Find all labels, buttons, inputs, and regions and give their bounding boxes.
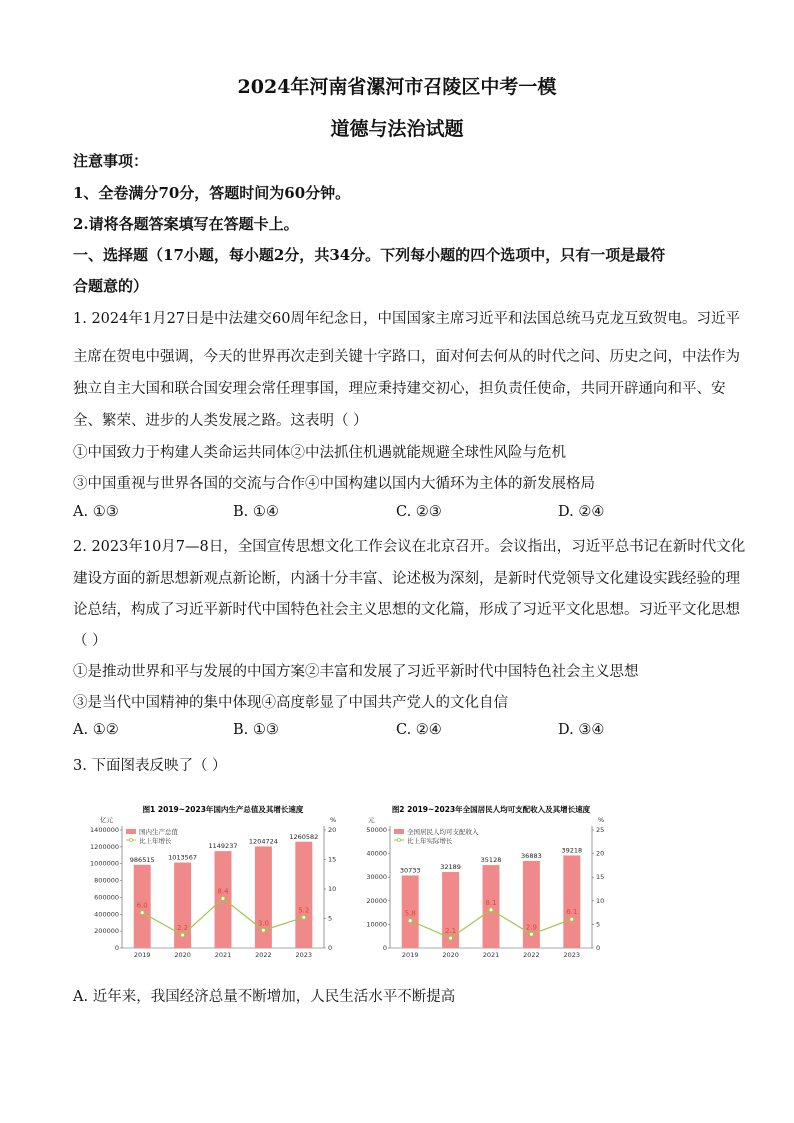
income-legend-line-marker xyxy=(398,839,401,842)
gdp-title: 图1 2019~2023年国内生产总值及其增长速度 xyxy=(142,805,304,814)
income-x-tick-label: 2021 xyxy=(482,951,500,959)
gdp-left-tick-label: 1000000 xyxy=(90,859,119,868)
gdp-legend-line-marker xyxy=(130,839,133,842)
gdp-left-unit: 亿元 xyxy=(100,816,113,824)
income-bar-value-label: 39218 xyxy=(561,846,583,855)
income-left-tick-label: 0 xyxy=(382,944,387,952)
gdp-left-tick-label: 400000 xyxy=(94,910,119,919)
income-left-tick-label: 20000 xyxy=(366,896,387,905)
income-growth-point xyxy=(449,936,453,940)
gdp-right-tick-label: 15 xyxy=(328,855,337,864)
q2-option-b[interactable]: B. ①③ xyxy=(233,722,279,738)
income-title: 图2 2019~2023年全国居民人均可支配收入及其增长速度 xyxy=(391,805,591,814)
gdp-right-tick-label: 10 xyxy=(328,885,337,893)
income-right-tick-label: 0 xyxy=(596,944,601,952)
gdp-growth-point xyxy=(221,896,225,900)
gdp-x-tick-label: 2022 xyxy=(255,951,272,959)
q2-option-d[interactable]: D. ③④ xyxy=(558,722,605,738)
income-growth-label: 5.8 xyxy=(404,909,416,918)
gdp-left-tick-label: 200000 xyxy=(94,927,119,936)
q2-statement-2: ③是当代中国精神的集中体现④高度彰显了中国共产党人的文化自信 xyxy=(73,695,508,711)
income-legend-line-label: 比上年实际增长 xyxy=(407,837,453,845)
income-growth-label: 2.9 xyxy=(525,923,537,932)
income-bar-value-label: 32189 xyxy=(440,863,461,872)
section-heading-line1: 一、选择题（17小题，每小题2分，共34分。下列每小题的四个选项中，只有一项是最符 xyxy=(73,246,666,264)
notice-item-1: 1、全卷满分70分，答题时间为60分钟。 xyxy=(73,184,351,202)
income-left-tick-label: 50000 xyxy=(366,826,387,834)
gdp-growth-point xyxy=(302,915,306,919)
gdp-left-tick-label: 1400000 xyxy=(90,826,119,834)
gdp-growth-point xyxy=(261,928,265,932)
gdp-left-tick-label: 0 xyxy=(114,944,119,952)
income-x-tick-label: 2022 xyxy=(523,951,540,959)
gdp-left-tick-label: 1200000 xyxy=(90,842,119,851)
income-bar-value-label: 35128 xyxy=(480,856,502,865)
q1-option-a[interactable]: A. ①③ xyxy=(73,504,119,520)
income-left-unit: 元 xyxy=(368,816,375,824)
income-legend-bar-label: 全国居民人均可支配收入 xyxy=(407,828,479,836)
q1-option-d[interactable]: D. ②④ xyxy=(558,504,605,520)
gdp-growth-point xyxy=(140,911,144,915)
q2-stem-line3: 论总结，构成了习近平新时代中国特色社会主义思想的文化篇，形成了习近平文化思想。习近平文化思想 xyxy=(73,602,740,618)
income-legend-bar-swatch xyxy=(394,829,404,834)
gdp-x-tick-label: 2019 xyxy=(133,951,151,959)
q1-stem-line1: 1. 2024年1月27日是中法建交60周年纪念日，中国国家主席习近平和法国总统马克龙互致贺电。习近平 xyxy=(73,311,740,327)
income-bar xyxy=(563,855,580,948)
q1-statement-1: ①中国致力于构建人类命运共同体②中法抓住机遇就能规避全球性风险与危机 xyxy=(73,445,566,461)
gdp-legend-bar-label: 国内生产总值 xyxy=(139,828,178,836)
income-growth-label: 2.1 xyxy=(445,927,457,936)
q1-option-c[interactable]: C. ②③ xyxy=(396,504,442,520)
q2-stem-line1: 2. 2023年10月7—8日，全国宣传思想文化工作会议在北京召开。会议指出，习近平总书记在新时代文化 xyxy=(73,539,746,555)
gdp-x-tick-label: 2020 xyxy=(174,951,191,959)
notice-heading: 注意事项： xyxy=(73,152,149,170)
income-growth-point xyxy=(489,908,493,912)
gdp-growth-label: 2.2 xyxy=(177,924,189,933)
income-growth-label: 8.1 xyxy=(485,898,497,907)
gdp-growth-label: 8.4 xyxy=(217,887,229,896)
gdp-x-tick-label: 2023 xyxy=(295,951,313,959)
income-growth-point xyxy=(529,932,533,936)
income-right-tick-label: 20 xyxy=(596,849,605,858)
income-right-tick-label: 10 xyxy=(596,896,605,905)
gdp-growth-label: 6.0 xyxy=(136,901,148,910)
q3-stem: 3. 下面图表反映了（ ） xyxy=(73,758,227,774)
income-growth-label: 6.1 xyxy=(566,908,578,917)
gdp-bar-value-label: 1013567 xyxy=(168,853,198,862)
income-chart xyxy=(352,800,618,966)
gdp-bar-value-label: 1204724 xyxy=(248,837,278,846)
q2-option-c[interactable]: C. ②④ xyxy=(396,722,442,738)
income-right-tick-label: 5 xyxy=(596,920,601,929)
gdp-right-tick-label: 0 xyxy=(328,944,333,952)
q1-stem-line3: 独立自主大国和联合国安理会常任理事国，理应秉持建交初心，担负责任使命，共同开辟通向和平、安 xyxy=(73,381,726,397)
q2-option-a[interactable]: A. ①② xyxy=(73,722,119,738)
income-right-tick-label: 15 xyxy=(596,873,605,882)
gdp-growth-label: 3.0 xyxy=(257,919,269,928)
gdp-bar-value-label: 986515 xyxy=(129,855,155,864)
gdp-growth-label: 5.2 xyxy=(298,906,310,915)
income-right-unit: % xyxy=(598,816,605,824)
section-heading-line2: 合题意的） xyxy=(73,277,149,295)
exam-subject: 道德与法治试题 xyxy=(330,118,464,140)
q1-statement-2: ③中国重视与世界各国的交流与合作④中国构建以国内大循环为主体的新发展格局 xyxy=(73,476,595,492)
income-left-tick-label: 40000 xyxy=(366,849,387,858)
gdp-left-tick-label: 600000 xyxy=(94,893,119,902)
gdp-bar-value-label: 1149237 xyxy=(208,842,238,851)
gdp-right-unit: % xyxy=(330,816,337,824)
gdp-right-tick-label: 20 xyxy=(328,826,337,834)
q2-stem-line4: （ ） xyxy=(73,633,107,649)
income-bar-value-label: 30733 xyxy=(399,866,421,875)
income-bar-value-label: 36883 xyxy=(521,851,542,860)
income-left-tick-label: 30000 xyxy=(366,873,387,882)
gdp-x-tick-label: 2021 xyxy=(214,951,232,959)
gdp-chart xyxy=(84,800,350,966)
gdp-legend-bar-swatch xyxy=(126,829,136,834)
q2-stem-line2: 建设方面的新思想新观点新论断，内涵十分丰富、论述极为深刻，是新时代党领导文化建设实践经验的理 xyxy=(73,571,740,587)
gdp-bar-value-label: 1260582 xyxy=(289,832,319,841)
q3-option-a[interactable]: A. 近年来，我国经济总量不断增加，人民生活水平不断提高 xyxy=(73,989,456,1005)
gdp-right-tick-label: 5 xyxy=(328,914,333,923)
gdp-bar xyxy=(295,842,312,948)
income-growth-point xyxy=(570,917,574,921)
income-x-tick-label: 2020 xyxy=(442,951,459,959)
gdp-growth-point xyxy=(181,933,185,937)
notice-item-2: 2.请将各题答案填写在答题卡上。 xyxy=(73,215,299,233)
q1-option-b[interactable]: B. ①④ xyxy=(233,504,279,520)
gdp-legend-line-label: 比上年增长 xyxy=(139,837,172,845)
q1-stem-line2: 主席在贺电中强调，今天的世界再次走到关键十字路口，面对何去何从的时代之问、历史之问，中法作为 xyxy=(73,349,740,365)
gdp-left-tick-label: 800000 xyxy=(94,876,119,885)
exam-title: 2024年河南省漯河市召陵区中考一模 xyxy=(237,76,557,98)
income-right-tick-label: 25 xyxy=(596,826,605,834)
income-x-tick-label: 2019 xyxy=(401,951,419,959)
q2-statement-1: ①是推动世界和平与发展的中国方案②丰富和发展了习近平新时代中国特色社会主义思想 xyxy=(73,664,639,680)
income-growth-point xyxy=(408,919,412,923)
q1-stem-line4: 全、繁荣、进步的人类发展之路。这表明（ ） xyxy=(73,413,368,429)
income-x-tick-label: 2023 xyxy=(563,951,581,959)
income-left-tick-label: 10000 xyxy=(366,920,387,929)
